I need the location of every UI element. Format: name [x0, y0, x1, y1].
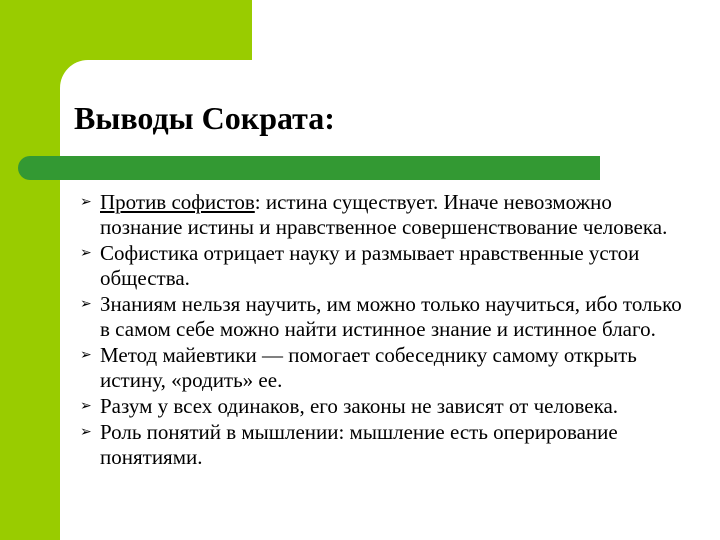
conclusions-list [72, 190, 692, 471]
list-item-text: Метод майевтики — помогает собеседнику самому открыть истину, «родить» ее. [100, 343, 637, 392]
list-item-text: Разум у всех одинаков, его законы не зависят от человека. [100, 394, 619, 418]
arrowhead-bullet-icon: ➢ [80, 347, 92, 363]
underlined-phrase: Против софистов [100, 190, 255, 214]
slide-title: Выводы Сократа: [74, 100, 335, 136]
list-item [72, 292, 692, 342]
list-item-text: Роль понятий в мышлении: мышление есть оперирование понятиями. [100, 420, 618, 469]
list-item [72, 420, 692, 470]
list-item-rest: : истина существует. Иначе невозможно познание истины и нравственное совершенствование человека. [100, 190, 668, 239]
list-item [72, 190, 692, 240]
arrowhead-bullet-icon: ➢ [80, 398, 92, 414]
list-item-text [100, 190, 692, 240]
list-item [72, 241, 692, 291]
list-item [72, 343, 692, 393]
list-item [72, 394, 692, 419]
list-item-text: Софистика отрицает науку и размывает нравственные устои общества. [100, 241, 640, 290]
arrowhead-bullet-icon: ➢ [80, 296, 92, 312]
arrowhead-bullet-icon: ➢ [80, 194, 92, 210]
arrowhead-bullet-icon: ➢ [80, 245, 92, 261]
list-item-text: Знаниям нельзя научить, им можно только научиться, ибо только в самом себе можно найти истинное знание и истинное благо. [100, 292, 682, 341]
arrowhead-bullet-icon: ➢ [80, 424, 92, 440]
title-divider-bar [18, 156, 600, 180]
